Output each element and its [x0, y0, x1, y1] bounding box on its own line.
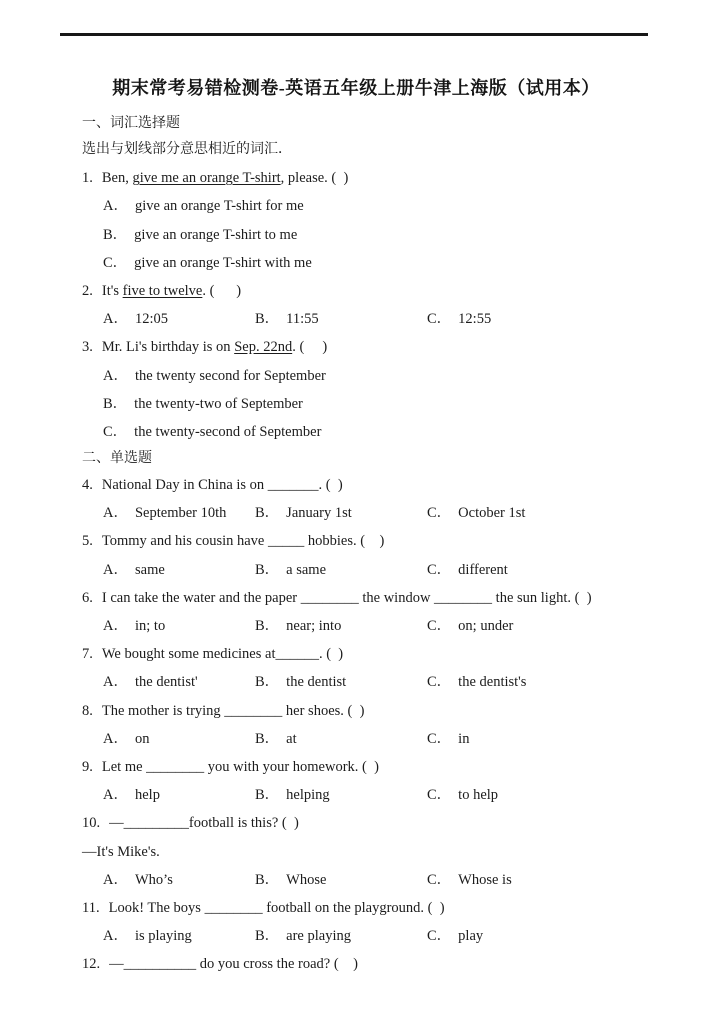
section-heading: 二、单选题 [82, 451, 152, 467]
question-10 [60, 809, 652, 894]
option-text: a same [286, 561, 327, 578]
question-number: 12. [82, 956, 101, 973]
question-6 [60, 584, 652, 640]
underlined-phrase: five to twelve [122, 282, 203, 299]
option-c [427, 922, 652, 950]
option-label: A． [103, 730, 128, 747]
document-body [60, 111, 652, 978]
stem-text: Mr. Li's birthday is on [101, 339, 235, 356]
option-label: A． [103, 618, 128, 634]
question-number: 4. [82, 477, 93, 494]
option-label: C． [103, 423, 128, 440]
question-stem [60, 333, 652, 361]
header-rule [60, 33, 648, 36]
stem-text: Look! The boys ________ football on the playground. ( ) [108, 899, 445, 916]
option-c [427, 305, 652, 333]
question-number: 3. [82, 339, 93, 356]
option-label: B． [255, 561, 280, 578]
stem-text: Let me ________ you with your homework. ( ) [101, 758, 379, 775]
underlined-phrase: give me an orange T-shirt [132, 170, 281, 187]
option-label: C． [427, 311, 452, 328]
option-label: A． [103, 505, 128, 522]
option-label: A． [103, 198, 128, 215]
question-stem [60, 809, 652, 837]
question-number: 6. [82, 589, 93, 606]
option-a [103, 499, 255, 527]
option-label: A． [103, 928, 128, 945]
option-c [427, 866, 652, 894]
option-c [427, 668, 652, 696]
page-title: 期末常考易错检测卷-英语五年级上册牛津上海版（试用本） [112, 78, 600, 98]
option-text: the dentist' [134, 674, 198, 691]
option-text: on [134, 730, 150, 747]
option-label: C． [427, 674, 452, 691]
question-number: 1. [82, 170, 93, 187]
option-a [103, 612, 255, 640]
option-text: help [134, 787, 160, 804]
question-number: 5. [82, 533, 93, 550]
options-row [60, 866, 652, 894]
option-text: near; into [286, 618, 342, 634]
option-label: B． [255, 787, 280, 804]
option-text: helping [286, 787, 330, 804]
options-row [60, 781, 652, 809]
option-label: A． [103, 787, 128, 804]
question-3 [60, 333, 652, 446]
option-b [255, 922, 427, 950]
option-label: A． [103, 561, 128, 578]
option-b [255, 499, 427, 527]
option-text: the dentist [286, 674, 347, 691]
option-text: are playing [286, 928, 351, 945]
question-11 [60, 894, 652, 950]
stem-text: National Day in China is on _______. ( ) [101, 477, 343, 494]
question-7 [60, 640, 652, 696]
option-c [427, 781, 652, 809]
option-text: the dentist's [458, 674, 527, 691]
stem-text: Ben, [101, 170, 133, 187]
stem-text: —__________ do you cross the road? ( ) [109, 956, 358, 973]
option-a [103, 866, 255, 894]
option-label: A． [103, 871, 128, 888]
question-5 [60, 527, 652, 583]
question-stem [60, 640, 652, 668]
option-label: C． [427, 787, 452, 804]
option-a [60, 192, 652, 220]
option-text: in; to [134, 618, 166, 634]
stem-text: It's [101, 282, 123, 299]
option-a [103, 556, 255, 584]
option-label: A． [103, 367, 128, 384]
option-c [427, 612, 652, 640]
question-stem [60, 753, 652, 781]
option-c [60, 249, 652, 277]
option-a [103, 781, 255, 809]
option-c [427, 556, 652, 584]
option-text: give an orange T-shirt with me [134, 254, 312, 271]
option-c [427, 725, 652, 753]
question-number: 11. [82, 899, 100, 916]
instruction-text: 选出与划线部分意思相近的词汇． [82, 142, 292, 157]
question-stem [60, 584, 652, 612]
option-b [255, 725, 427, 753]
stem-text: , please. ( ) [280, 170, 349, 187]
option-b [255, 866, 427, 894]
question-number: 8. [82, 702, 93, 719]
option-a [103, 725, 255, 753]
option-label: C． [427, 730, 452, 747]
option-text: September 10th [134, 505, 227, 522]
question-stem [60, 277, 652, 305]
option-b [255, 668, 427, 696]
document-content [60, 74, 652, 978]
underlined-phrase: Sep. 22nd [234, 339, 293, 356]
option-text: different [458, 561, 508, 578]
option-label: B． [255, 730, 280, 747]
option-c [427, 499, 652, 527]
section-heading: 一、词汇选择题 [82, 116, 180, 131]
question-2 [60, 277, 652, 333]
stem-text: . ( ) [292, 339, 328, 356]
option-label: C． [427, 505, 452, 522]
option-label: A． [103, 674, 128, 691]
option-text: Who’s [134, 871, 173, 888]
options-row [60, 305, 652, 333]
option-label: C． [427, 928, 452, 945]
option-label: A． [103, 311, 128, 328]
option-b [60, 221, 652, 249]
option-b [255, 556, 427, 584]
question-stem [60, 164, 652, 192]
options-row [60, 922, 652, 950]
question-number: 7. [82, 646, 93, 663]
option-label: B． [255, 674, 280, 691]
option-text: at [286, 730, 297, 747]
stem-text: —_________football is this? ( ) [109, 815, 299, 832]
options-row [60, 612, 652, 640]
question-4 [60, 471, 652, 527]
question-12 [60, 950, 652, 978]
question-stem [60, 697, 652, 725]
option-text: October 1st [458, 505, 526, 522]
stem-text: We bought some medicines at______. ( ) [101, 646, 344, 663]
option-text: 12:05 [134, 311, 169, 328]
option-label: C． [427, 561, 452, 578]
option-text: is playing [134, 928, 192, 945]
options-row [60, 668, 652, 696]
option-text: same [134, 561, 165, 578]
option-text: the twenty second for September [134, 367, 326, 384]
option-label: B． [103, 226, 128, 243]
option-b [255, 781, 427, 809]
option-text: 12:55 [458, 311, 492, 328]
option-label: C． [427, 871, 452, 888]
option-label: B． [103, 395, 128, 412]
option-label: B． [255, 618, 280, 634]
question-stem [60, 950, 652, 978]
option-text: 11:55 [286, 311, 319, 328]
option-label: C． [103, 254, 128, 271]
question-9 [60, 753, 652, 809]
option-a [103, 668, 255, 696]
option-b [60, 390, 652, 418]
stem-text: I can take the water and the paper ________ the window ________ the sun light. ( ) [101, 589, 592, 606]
option-text: January 1st [286, 505, 352, 522]
options-row [60, 725, 652, 753]
options-row [60, 499, 652, 527]
option-text: to help [458, 787, 499, 804]
option-label: B． [255, 311, 280, 328]
option-text: play [458, 928, 484, 945]
option-text: give an orange T-shirt for me [134, 198, 304, 215]
question-8 [60, 697, 652, 753]
option-label: B． [255, 505, 280, 522]
question-1 [60, 164, 652, 277]
option-text: on; under [458, 618, 514, 634]
option-a [103, 305, 255, 333]
question-stem [60, 894, 652, 922]
answer-line: —It's Mike's. [82, 843, 160, 860]
stem-text: The mother is trying ________ her shoes. ( ) [101, 702, 365, 719]
option-b [255, 305, 427, 333]
option-label: B． [255, 871, 280, 888]
question-number: 10. [82, 815, 101, 832]
question-stem [60, 471, 652, 499]
option-text: the twenty-two of September [134, 395, 303, 412]
option-text: Whose [286, 871, 327, 888]
question-number: 2. [82, 282, 93, 299]
option-c [60, 418, 652, 446]
option-text: the twenty-second of September [134, 423, 322, 440]
option-a [103, 922, 255, 950]
option-b [255, 612, 427, 640]
option-text: give an orange T-shirt to me [134, 226, 298, 243]
stem-text: . ( ) [202, 282, 242, 299]
option-label: C． [427, 618, 452, 634]
options-row [60, 556, 652, 584]
option-text: in [458, 730, 470, 747]
option-text: Whose is [458, 871, 512, 888]
option-a [60, 362, 652, 390]
question-stem [60, 527, 652, 555]
option-label: B． [255, 928, 280, 945]
question-number: 9. [82, 758, 93, 775]
stem-text: Tommy and his cousin have _____ hobbies. ( ) [101, 533, 385, 550]
